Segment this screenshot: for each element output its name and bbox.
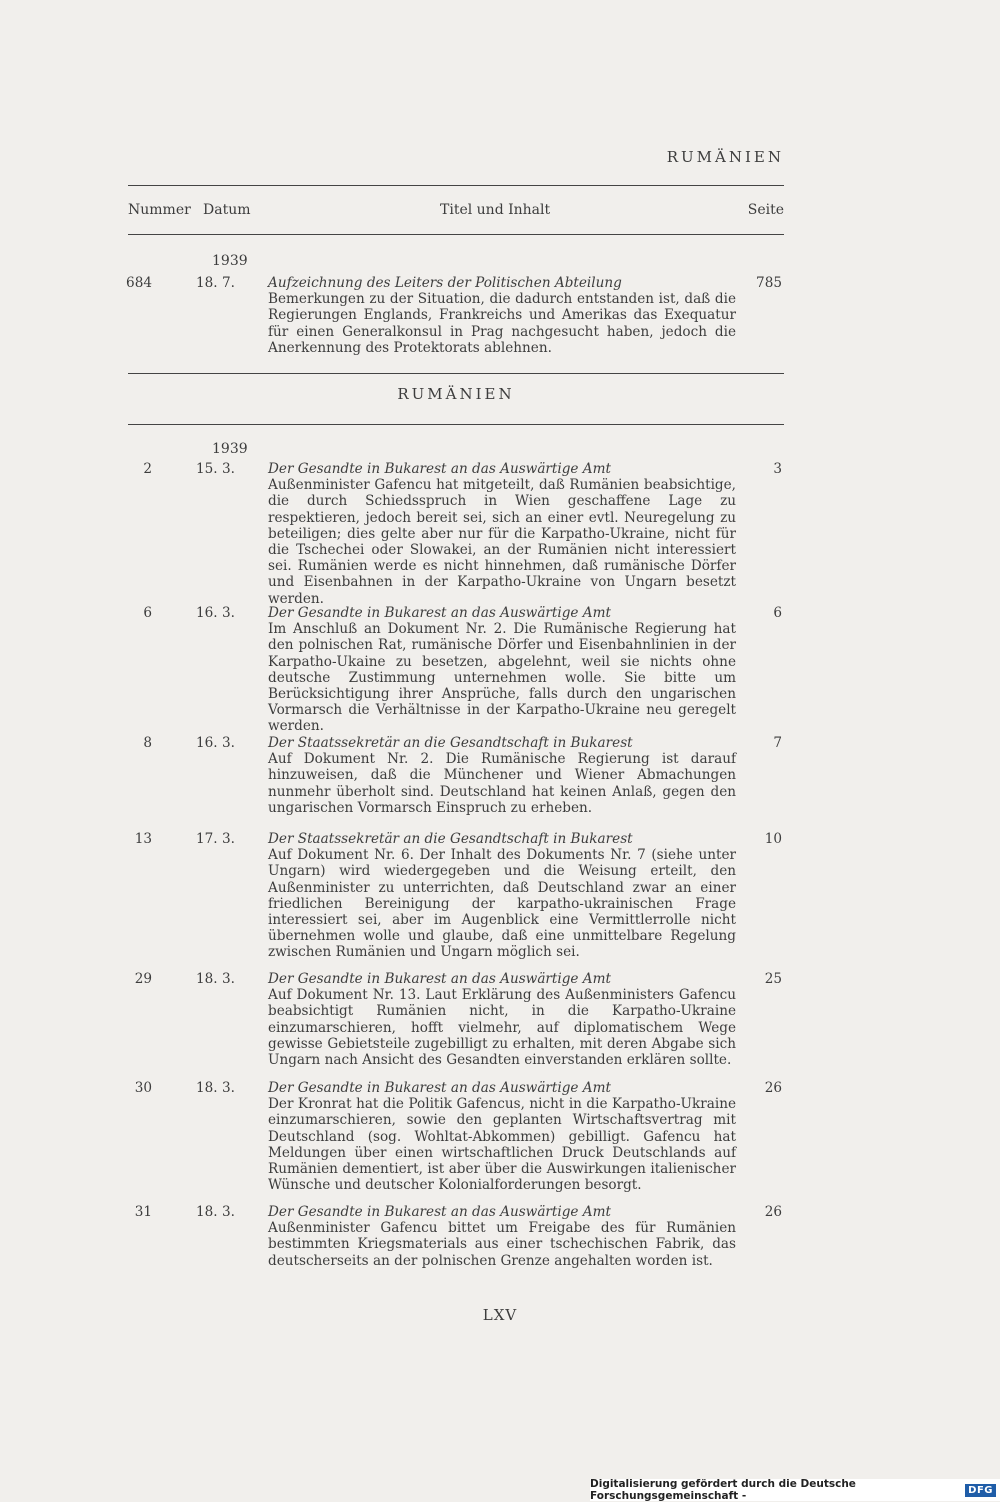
entry-number: 684 xyxy=(126,275,152,291)
section-bottom-rule xyxy=(128,424,784,425)
year-label: 1939 xyxy=(212,441,248,457)
entry-number: 29 xyxy=(134,971,152,987)
entry-page: 10 xyxy=(764,831,782,847)
entry-title: Der Gesandte in Bukarest an das Auswärtige Amt xyxy=(268,461,611,477)
entry-title: Der Staatssekretär an die Gesandtschaft in Bukarest xyxy=(268,831,633,847)
entry-date: 15. 3. xyxy=(196,461,235,477)
entry-page: 785 xyxy=(756,275,782,291)
entry-body xyxy=(268,275,736,356)
running-head: RUMÄNIEN xyxy=(666,148,784,166)
column-header-titel: Titel und Inhalt xyxy=(440,202,551,218)
entry-page: 26 xyxy=(764,1080,782,1096)
entry-body xyxy=(268,971,736,1068)
entry-body xyxy=(268,461,736,607)
funding-footer xyxy=(590,1479,1000,1501)
entry-number: 13 xyxy=(134,831,152,847)
entry-date: 18. 7. xyxy=(196,275,235,291)
header-top-rule xyxy=(128,185,784,186)
column-header-seite: Seite xyxy=(747,202,784,218)
entry-body xyxy=(268,605,736,735)
entry-summary: Außenminister Gafencu bittet um Freigabe des für Rumänien bestimmten Kriegsmaterials aus einer tschechischen Fabrik, das deutscherseits an der polnischen Grenze angehalten worden ist. xyxy=(268,1220,736,1269)
entry-date: 17. 3. xyxy=(196,831,235,847)
page-folio: LXV xyxy=(482,1306,518,1324)
entry-body xyxy=(268,1204,736,1269)
header-bottom-rule xyxy=(128,234,784,235)
entry-date: 18. 3. xyxy=(196,1204,235,1220)
entry-summary: Auf Dokument Nr. 13. Laut Erklärung des Außenministers Gafencu beabsichtigt Rumänien nicht, in die Karpatho-Ukraine einzumarschieren, hofft vielmehr, auf diplomatischem Wege gewisse Gebietsteile zugebilligt zu erhalten, mit deren Abgabe sich Ungarn nach Ansicht des Gesandten einverstanden erklären sollte. xyxy=(268,987,736,1069)
funding-footer-text: Digitalisierung gefördert durch die Deutsche Forschungsgemeinschaft - xyxy=(590,1478,856,1502)
entry-body xyxy=(268,831,736,961)
entry-number: 8 xyxy=(143,735,152,751)
year-label: 1939 xyxy=(212,253,248,269)
entry-date: 16. 3. xyxy=(196,605,235,621)
entry-date: 18. 3. xyxy=(196,971,235,987)
entry-page: 7 xyxy=(773,735,782,751)
entry-page: 6 xyxy=(773,605,782,621)
entry-summary: Außenminister Gafencu hat mitgeteilt, daß Rumänien beabsichtige, die durch Schiedsspruch in Wien geschaffene Lage zu respektieren, jedoch bereit sei, sich an einer evtl. Neuregelung zu beteiligen; dies gelte aber nur für die Karpatho-Ukraine, nicht für die Tschechei oder Slowakei, an der Rumänien nicht interessiert sei. Rumänien werde es nicht hinnehmen, daß rumänische Dörfer und Eisenbahnen in der Karpatho-Ukraine von Ungarn besetzt werden. xyxy=(268,477,736,607)
entry-summary: Im Anschluß an Dokument Nr. 2. Die Rumänische Regierung hat den polnischen Rat, rumänische Dörfer und Eisenbahnlinien in der Karpatho-Ukaine zu besetzen, abgelehnt, weil sie nichts ohne deutsche Zustimmung unternehmen wolle. Sie bitte um Berücksichtigung ihrer Ansprüche, falls durch den ungarischen Vormarsch die Verhältnisse in der Karpatho-Ukraine neu geregelt werden. xyxy=(268,621,736,735)
entry-summary: Bemerkungen zu der Situation, die dadurch entstanden ist, daß die Regierungen Englands, Frankreichs und Amerikas das Exequatur für einen Generalkonsul in Prag nachgesucht haben, jedoch die Anerkennung des Protektorats ablehnen. xyxy=(268,291,736,356)
entry-number: 2 xyxy=(143,461,152,477)
section-top-rule xyxy=(128,373,784,374)
entry-title: Der Gesandte in Bukarest an das Auswärtige Amt xyxy=(268,1080,611,1096)
entry-date: 18. 3. xyxy=(196,1080,235,1096)
dfg-logo: DFG xyxy=(965,1484,996,1497)
entry-title: Der Gesandte in Bukarest an das Auswärtige Amt xyxy=(268,605,611,621)
entry-title: Der Gesandte in Bukarest an das Auswärtige Amt xyxy=(268,1204,611,1220)
section-heading: RUMÄNIEN xyxy=(397,385,515,403)
entry-number: 31 xyxy=(134,1204,152,1220)
entry-summary: Der Kronrat hat die Politik Gafencus, nicht in die Karpatho-Ukraine einzumarschieren, sowie den geplanten Wirtschaftsvertrag mit Deutschland (sog. Wohltat-Abkommen) gebilligt. Gafencu hat Meldungen über einen wirtschaftlichen Druck Deutschlands auf Rumänien dementiert, ist aber über die Auswirkungen italienischer Wünsche und deutscher Kolonialforderungen besorgt. xyxy=(268,1096,736,1194)
entry-body xyxy=(268,735,736,816)
entry-page: 26 xyxy=(764,1204,782,1220)
entry-summary: Auf Dokument Nr. 2. Die Rumänische Regierung ist darauf hinzuweisen, daß die Münchener und Wiener Abmachungen nunmehr überholt sind. Deutschland hat keinen Anlaß, gegen den ungarischen Vormarsch Einspruch zu erheben. xyxy=(268,751,736,816)
entry-number: 30 xyxy=(134,1080,152,1096)
entry-title: Der Gesandte in Bukarest an das Auswärtige Amt xyxy=(268,971,611,987)
entry-title: Aufzeichnung des Leiters der Politischen Abteilung xyxy=(268,275,622,291)
column-header-datum: Datum xyxy=(203,202,251,218)
entry-number: 6 xyxy=(143,605,152,621)
entry-summary: Auf Dokument Nr. 6. Der Inhalt des Dokuments Nr. 7 (siehe unter Ungarn) wird wiedergegeben und die Weisung erteilt, den Außenminister zu unterrichten, daß Deutschland zwar an einer friedlichen Bereinigung der karpatho-ukrainischen Frage interessiert sei, aber im Augenblick eine Vermittlerrolle nicht übernehmen wolle und glaube, daß eine unmittelbare Regelung zwischen Rumänien und Ungarn möglich sei. xyxy=(268,847,736,961)
entry-date: 16. 3. xyxy=(196,735,235,751)
entry-page: 3 xyxy=(773,461,782,477)
entry-body xyxy=(268,1080,736,1193)
column-header-nummer: Nummer xyxy=(128,202,191,218)
entry-title: Der Staatssekretär an die Gesandtschaft in Bukarest xyxy=(268,735,633,751)
entry-page: 25 xyxy=(764,971,782,987)
